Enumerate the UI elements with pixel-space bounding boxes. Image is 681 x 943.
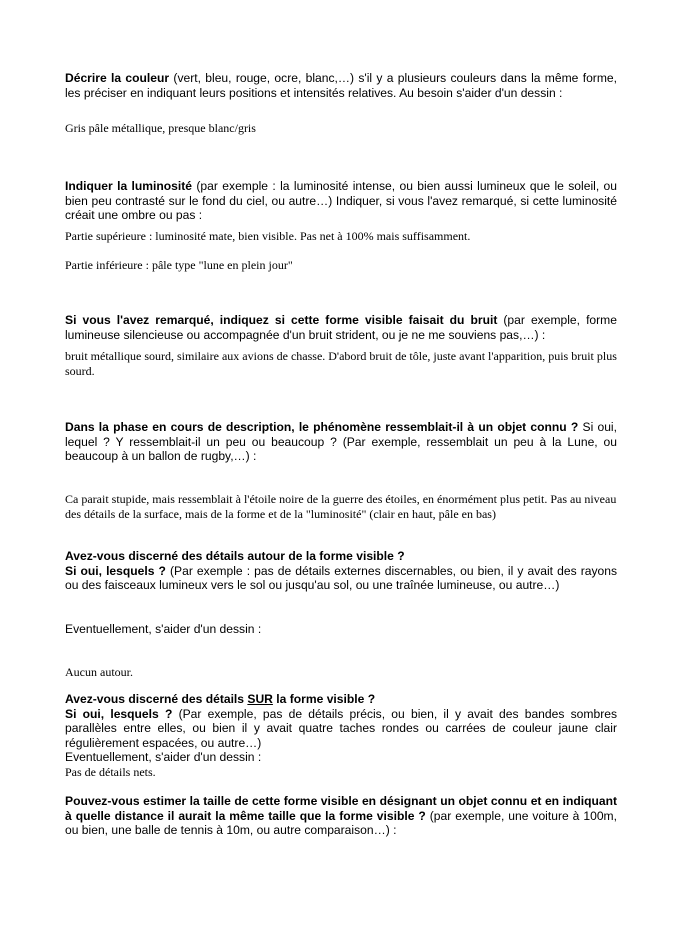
question-taille-text: (par exemple, une voiture à 100m, ou bien, une balle de tennis à 10m, ou autre comparaison…) :: [65, 808, 617, 838]
answer-bruit: bruit métallique sourd, similaire aux avions de chasse. D'abord bruit de tôle, juste avant l'apparition, puis bruit plus sourd.: [65, 349, 617, 378]
question-objet-connu-title: Dans la phase en cours de description, le phénomène ressemblait-il à un objet connu ?: [65, 420, 579, 434]
question-objet-connu-text: Si oui, lequel ? Y ressemblait-il un peu ou beaucoup ? (Par exemple, ressemblait un peu à la Lune, ou beaucoup à un ballon de rugby,…) :: [65, 420, 617, 464]
answer-objet-connu: Ca parait stupide, mais ressemblait à l'étoile noire de la guerre des étoiles, en énormément plus petit. Pas au niveau des détails de la surface, mais de la forme et de la "luminosité" (clair en haut, pâle en bas): [65, 492, 617, 521]
question-bruit-text: (par exemple, forme lumineuse silencieuse ou accompagnée d'un bruit strident, ou je ne me souviens pas,…) :: [65, 313, 617, 342]
question-taille: [65, 794, 617, 838]
question-couleur: [65, 71, 617, 100]
question-details-autour-text: (Par exemple : pas de détails externes discernables, ou bien, il y avait des rayons ou des faisceaux lumineux vers le sol ou jusqu'au sol, ou une traînée lumineuse, ou autre…): [65, 563, 617, 593]
question-luminosite-text: (par exemple : la luminosité intense, ou bien aussi lumineux que le soleil, ou bien peu contrasté sur le fond du ciel, ou autre…) Indiquer, si vous l'avez remarqué, si cette luminosité créait une ombre ou pas :: [65, 179, 618, 223]
question-bruit: [65, 313, 617, 342]
question-taille-title: Pouvez-vous estimer la taille de cette forme visible en désignant un objet connu et en indiquant à quelle distance il aurait la même taille que la forme visible ?: [65, 794, 617, 823]
question-objet-connu: [65, 420, 617, 464]
answer-details-sur: Pas de détails nets.: [65, 765, 156, 779]
question-luminosite-title: Indiquer la luminosité: [65, 179, 193, 193]
underlined-sur: SUR: [247, 692, 273, 706]
answer-couleur: Gris pâle métallique, presque blanc/gris: [65, 121, 256, 135]
question-bruit-title: Si vous l'avez remarqué, indiquez si cette forme visible faisait du bruit: [65, 313, 498, 327]
answer-details-autour: Aucun autour.: [65, 665, 133, 679]
question-details-sur-text: (Par exemple, pas de détails précis, ou bien, il y avait des bandes sombres parallèles entre elles, ou bien il y avait quatre taches rondes ou carrées de couleur jaune clair régulièrement espacées, ou autre…): [65, 706, 617, 750]
question-couleur-title: Décrire la couleur: [65, 71, 170, 85]
question-details-sur-title: Avez-vous discerné des détails SUR la forme visible ?: [65, 692, 376, 706]
question-details-autour-title: Avez-vous discerné des détails autour de la forme visible ?: [65, 549, 405, 563]
question-details-autour-subtitle: Si oui, lesquels ?: [65, 563, 166, 578]
question-details-autour-dessin: Eventuellement, s'aider d'un dessin :: [65, 622, 262, 636]
question-details-sur: [65, 692, 617, 765]
question-details-autour: [65, 549, 617, 593]
answer-luminosite-superieure: Partie supérieure : luminosité mate, bien visible. Pas net à 100% mais suffisamment.: [65, 229, 471, 243]
question-luminosite: [65, 179, 617, 223]
question-couleur-text: (vert, bleu, rouge, ocre, blanc,…) s'il y a plusieurs couleurs dans la même forme, les préciser en indiquant leurs positions et intensités relatives. Au besoin s'aider d'un dessin :: [65, 71, 617, 100]
answer-luminosite-inferieure: Partie inférieure : pâle type "lune en plein jour": [65, 258, 293, 272]
question-details-sur-dessin: Eventuellement, s'aider d'un dessin :: [65, 750, 262, 765]
question-details-sur-subtitle: Si oui, lesquels ?: [65, 706, 173, 721]
